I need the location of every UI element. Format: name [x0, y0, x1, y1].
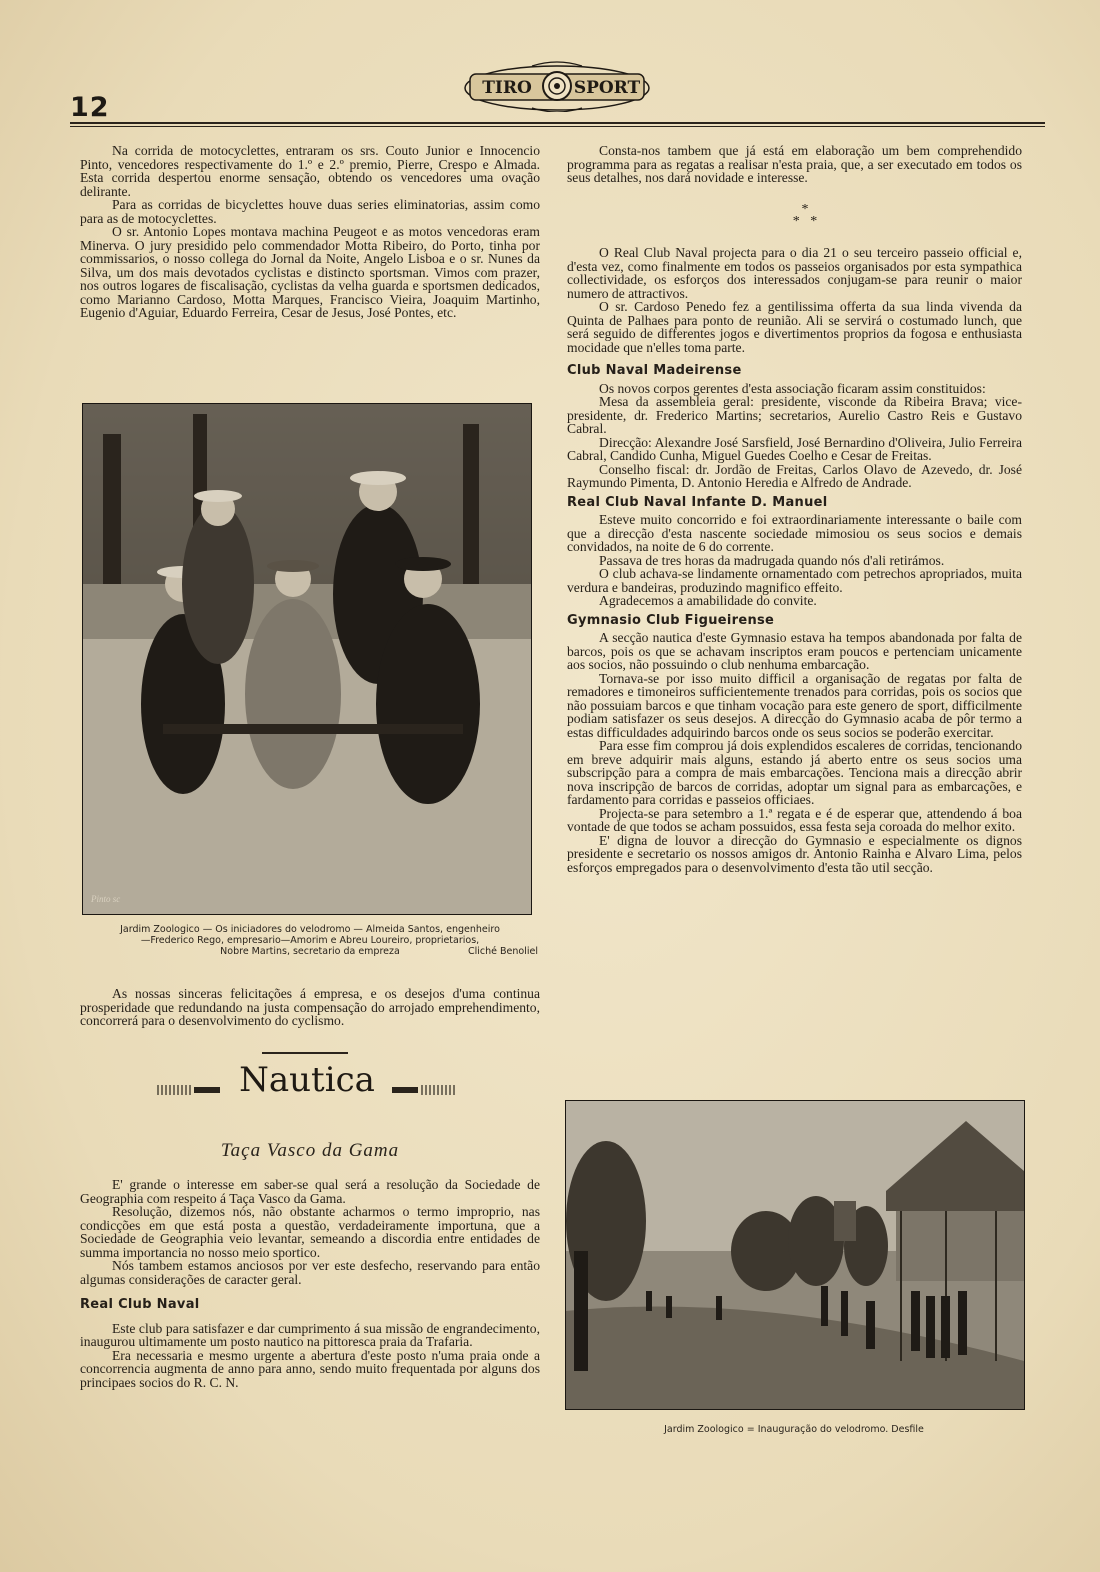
group-portrait-illustration — [83, 404, 531, 914]
taca-subtitle: Taça Vasco da Gama — [220, 1140, 400, 1161]
svg-text:SPORT: SPORT — [573, 78, 641, 98]
paragraph: Resolução, dizemos nós, não obstante acharmos o termo improprio, nas condicções em que está posta a questão, verdadeiramente importuna, que a Sociedade de Geographia veio levantar, semeando a discordia entre entidades de summa importancia no nosso meio sportico. — [80, 1204, 540, 1260]
paragraph: As nossas sinceras felicitações á empresa, e os desejos d'uma continua prosperidade que redundando na justa compensação do arrojado emprehendimento, concorrerá para o desenvolvimento do cyclismo. — [80, 986, 540, 1028]
paragraph: Consta-nos tambem que já está em elaboração um bem comprehendido programma para as regatas a realisar n'esta praia, que, a ser executado em todos os seus detalhes, nos dará novidade e interesse. — [567, 143, 1022, 185]
nautica-top-rule — [262, 1052, 348, 1054]
engraver-signature: Pinto sc — [91, 894, 121, 904]
group-portrait-photo — [82, 403, 532, 915]
paragraph: Projecta-se para setembro a 1.ª regata e é de esperar que, attendendo á boa vontade de que todos se acham possuidos, essa festa seja coroada do melhor exito. — [567, 805, 1022, 834]
left-mid-article — [80, 987, 540, 1028]
section-heading: Club Naval Madeirense — [567, 363, 742, 378]
paragraph: Nós tambem estamos anciosos por ver este desfecho, reservando para então algumas considerações de caracter geral. — [80, 1258, 540, 1287]
nautica-section-title: Nautica — [239, 1060, 375, 1100]
paragraph: O sr. Cardoso Penedo fez a gentilissima offerta da sua linda vivenda da Quinta de Palhaes para ponto de reunião. Ali se servirá o costumado lunch, que será seguido de differentes jogos e divertimentos proprios da fogosa e enthusiasta mocidade que n'elles toma parte. — [567, 299, 1022, 355]
paragraph: Agradecemos a amabilidade do convite. — [599, 593, 817, 608]
asterism-bottom: * * — [792, 214, 818, 229]
caption-line — [82, 946, 538, 957]
paragraph: Mesa da assembleia geral: presidente, visconde da Ribeira Brava; vice-presidente, dr. Frederico Martins; secretarios, Aurelio Castro Reis e Gustavo Cabral. — [567, 394, 1022, 436]
paragraph: Tornava-se por isso muito difficil a organisação de regatas por falta de remadores e timoneiros sufficientemente trenados para corridas, pois os socios que não possuiam barcos e que tinham vocação para este genero de sport, difficilmente podiam satisfazer os seus desejos. A direcção do Gymnasio acaba de pôr termo a estas difficuldades adquirindo barcos onde os seus socios se poderão exercitar. — [567, 670, 1022, 740]
right-ornament — [388, 1084, 456, 1096]
caption-line: —Frederico Rego, empresario—Amorim e Abreu Loureiro, proprietarios, — [140, 935, 480, 946]
paragraph: O sr. Antonio Lopes montava machina Peugeot e as motos vencedoras eram Minerva. O jury presidido pelo commendador Motta Ribeiro, do Porto, tinha por commissarios, o nosso collega do Jornal da Noite, Angelo Lisboa e o sr. Nunes da Silva, um dos mais devotados cyclistas e distincto sportsman. Vimos com prazer, nos outros logares de fiscalisação, cyclistas da velha guarda e sportsmen dedicados, como Marianno Cardoso, Motta Marques, Francisco Vieira, Joaquim Martinho, Eugenio d'Aguiar, Eduardo Ferreira, Cesar de Jesus, José Pontes, etc. — [80, 224, 540, 320]
photo2-caption: Jardim Zoologico = Inauguração do velodromo. Desfile — [664, 1424, 924, 1435]
paragraph: E' grande o interesse em saber-se qual será a resolução da Sociedade de Geographia com respeito á Taça Vasco da Gama. — [80, 1177, 540, 1206]
paragraph: E' digna de louvor a direcção do Gymnasio e especialmente os dignos presidente e secretario os nossos amigos dr. Antonio Rainha e Alvaro Lima, pelos esforços empregados para o desenvolvimento d'esta tão util secção. — [567, 832, 1022, 875]
nautica-article — [80, 1178, 540, 1389]
masthead-logo — [462, 60, 652, 112]
caption-line: Jardim Zoologico — Os iniciadores do velodromo — Almeida Santos, engenheiro — [120, 924, 500, 935]
paragraph: Direcção: Alexandre José Sarsfield, José Bernardino d'Oliveira, Julio Ferreira Cabral, Candido Cunha, Miguel Guedes Coelho e Cesar de Freitas. — [567, 434, 1022, 463]
paragraph: Para esse fim comprou já dois explendidos escaleres de corridas, tencionando em breve adquirir mais alguns, estando já aberto entre os seus socios uma subscripção para a compra de mais embarcações. Tenciona mais a direcção abrir nova inscripção de barcos de corridas, adoptar um signal para as embarcações, e fardamento para corridas e passeios officiaes. — [567, 738, 1022, 807]
photo-credit: Cliché Benoliel — [468, 946, 538, 957]
right-articles — [567, 246, 1022, 874]
velodrome-parade-photo — [565, 1100, 1025, 1410]
paragraph: O Real Club Naval projecta para o dia 21 o seu terceiro passeio official e, d'esta vez, como finalmente em todos os passeios organisados por esta sympathica collectividade, os esforços dos interessados conjugam-se para reunir o maior numero de attractivos. — [567, 245, 1022, 301]
asterism-top: * — [801, 202, 809, 217]
paragraph: A secção nautica d'este Gymnasio estava ha tempos abandonada por falta de barcos, pois os que se achavam inscriptos eram poucos e pertenciam unicamente aos socios, não possuindo o club nenhuma embarcação. — [567, 630, 1022, 672]
paragraph: Passava de tres horas da madrugada quando nós d'ali retirámos. — [599, 552, 945, 568]
left-ornament — [156, 1084, 224, 1096]
header-rule — [70, 122, 1045, 124]
caption-text: Nobre Martins, secretario da empreza — [220, 946, 400, 957]
paragraph: Este club para satisfazer e dar cumprimento á sua missão de engrandecimento, inaugurou ultimamente um posto nautico na pittoresca praia da Trafaria. — [80, 1320, 540, 1349]
right-intro — [567, 144, 1022, 185]
paragraph: O club achava-se lindamente ornamentado com petrechos apropriados, muita verdura e bandeiras, produzindo magnifico effeito. — [567, 566, 1022, 595]
section-heading: Gymnasio Club Figueirense — [567, 612, 775, 628]
section-heading: Real Club Naval — [80, 1297, 200, 1312]
header-rule-thin — [70, 126, 1045, 127]
paragraph: Na corrida de motocyclettes, entraram os srs. Couto Junior e Innocencio Pinto, vencedores respectivamente do 1.º e 2.º premio, Pierre, Crespo e Almada. Esta corrida despertou enorme sensação, obtendo os vencedores uma ovação delirante. — [80, 143, 540, 199]
paragraph: Conselho fiscal: dr. Jordão de Freitas, Carlos Olavo de Azevedo, dr. José Raymundo Pimenta, D. Antonio Heredia e Alfredo de Andrade. — [567, 461, 1022, 490]
paragraph: Para as corridas de bicyclettes houve duas series eliminatorias, assim como para as de motocyclettes. — [80, 197, 540, 226]
svg-text:TIRO: TIRO — [482, 78, 532, 98]
velodrome-illustration — [566, 1101, 1024, 1409]
paragraph: Os novos corpos gerentes d'esta associação ficaram assim constituidos: — [599, 380, 986, 396]
paragraph: Era necessaria e mesmo urgente a abertura d'este posto n'uma praia onde a concorrencia augmenta de anno para anno, sendo muito frequentada por alguns dos principaes socios do R. C. N. — [80, 1347, 540, 1390]
photo1-caption — [82, 924, 538, 957]
asterism — [770, 204, 840, 228]
section-heading: Real Club Naval Infante D. Manuel — [567, 494, 828, 510]
left-top-article — [80, 144, 540, 320]
paragraph: Esteve muito concorrido e foi extraordinariamente interessante o baile com que a direcção d'esta nascente sociedade mimosiou os seus socios e demais convidados, na noite de 6 do corrente. — [567, 512, 1022, 554]
page-number: 12 — [70, 92, 110, 123]
